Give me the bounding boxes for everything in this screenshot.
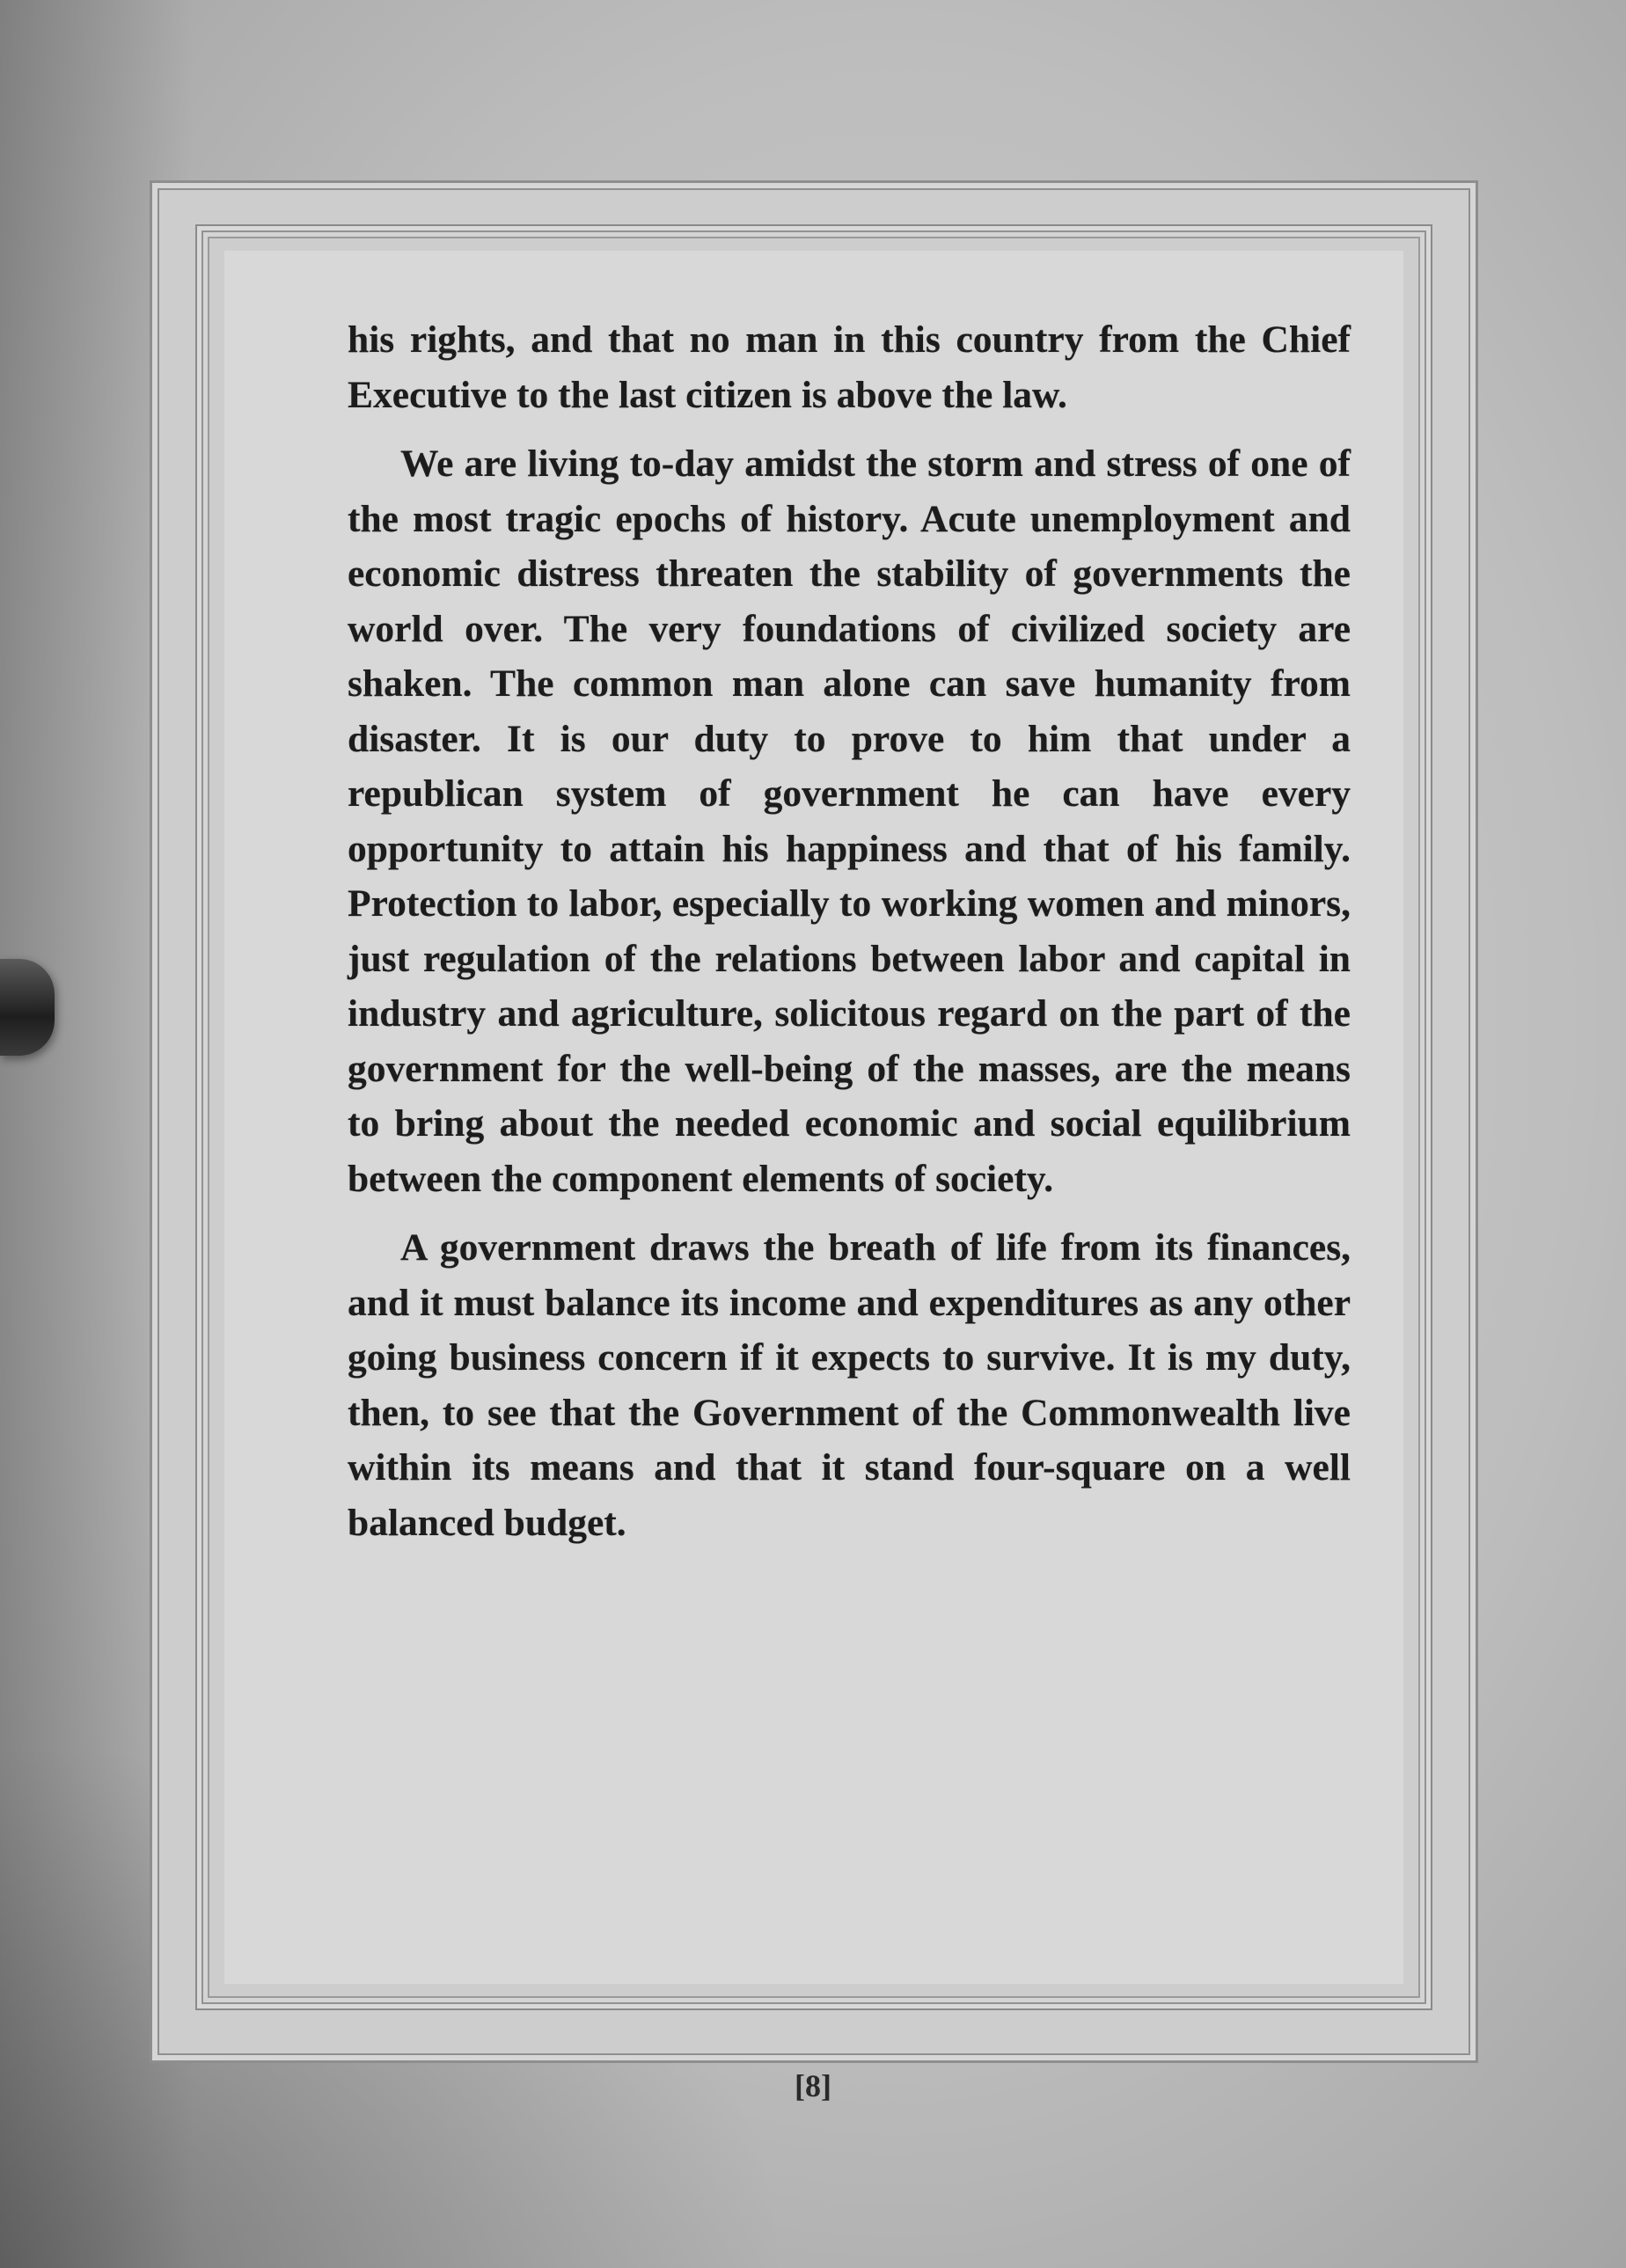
paragraph-3: A government draws the breath of life from its finances, and it must balance its income and expenditures as any other going business concern if it expects to survive. It is my duty, then, to see that the Government of the Commonwealth live within its means and that it stand four-square on a well balanced budget. <box>348 1226 1351 1544</box>
body-text <box>348 312 1351 1564</box>
paragraph-1: his rights, and that no man in this country from the Chief Executive to the last citizen is above the law. <box>348 318 1351 416</box>
binder-tab <box>0 959 55 1056</box>
paragraph-2: We are living to-day amidst the storm and stress of one of the most tragic epochs of history. Acute unemployment and economic distress threaten the stability of governments the world over. The very foundations of civilized society are shaken. The common man alone can save humanity from disaster. It is our duty to prove to him that under a republican system of government he can have every opportunity to attain his happiness and that of his family. Protection to labor, especially to working women and minors, just regulation of the relations between labor and capital in industry and agriculture, solicitous regard on the part of the government for the well-being of the masses, are the means to bring about the needed economic and social equilibrium between the component elements of society. <box>348 443 1351 1200</box>
page-number: [8] <box>795 2068 831 2103</box>
